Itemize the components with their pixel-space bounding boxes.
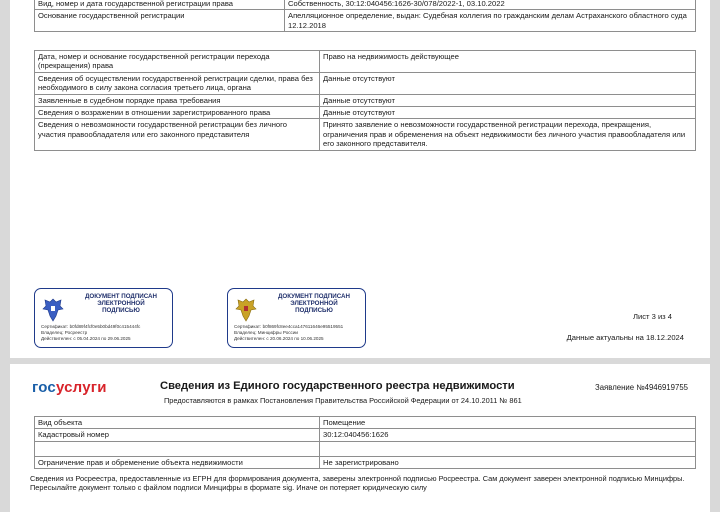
table-row [35, 441, 696, 456]
table-row [35, 51, 696, 73]
row-value: 30:12:040456:1626 [320, 429, 696, 441]
stamp-certificate: Сертификат: b0fd89f4fcf0e5b0bd49f0c415444fc [41, 324, 141, 329]
row-label: Сведения о невозможности государственной регистрации без личного участия правообладателя или его законного представителя [35, 119, 320, 150]
object-table [34, 416, 696, 469]
signature-note: Сведения из Росреестра, предоставленные из ЕГРН для формирования документа, заверены электронной подписью Росреестра. Сам документ заверен электронной подписью Минцифры. Пересылайте документ только с файлом подписи Минцифры в формате sig. Иначе он потеряет юридическую силу [30, 474, 685, 493]
stamp-owner: Владелец: Минцифры России [234, 330, 298, 335]
sheet-number: Лист 3 из 4 [633, 312, 672, 321]
table-row [35, 72, 696, 94]
row-label [35, 441, 320, 456]
document-page-4 [10, 364, 710, 512]
electronic-signature-stamp-mintsifry [227, 288, 366, 348]
double-headed-eagle-icon [234, 296, 258, 324]
stamp-title: ДОКУМЕНТ ПОДПИСАН ЭЛЕКТРОННОЙ ПОДПИСЬЮ [278, 293, 350, 314]
row-value: Данные отсутствуют [320, 94, 696, 106]
row-label: Основание государственной регистрации [35, 10, 285, 32]
table-row [35, 10, 696, 32]
rights-table [34, 0, 696, 32]
row-label: Вид, номер и дата государственной регистрации права [35, 0, 285, 10]
table-row [35, 417, 696, 429]
document-page-3 [10, 0, 710, 358]
stamp-validity: Действителен: с 20.06.2024 по 10.06.2025 [234, 336, 324, 341]
row-value: Принято заявление о невозможности государственной регистрации перехода, прекращения, ограничения прав и обременения на объект недвижимости без личного участия правообладателя или его законного представителя. [320, 119, 696, 150]
electronic-signature-stamp-rosreestr [34, 288, 173, 348]
stamp-title: ДОКУМЕНТ ПОДПИСАН ЭЛЕКТРОННОЙ ПОДПИСЬЮ [85, 293, 157, 314]
registration-details-table [34, 50, 696, 151]
double-headed-eagle-icon [41, 296, 65, 324]
application-number: Заявление №4946919755 [594, 383, 688, 392]
row-label: Дата, номер и основание государственной регистрации перехода (прекращения) права [35, 51, 320, 73]
row-value: Собственность, 30:12:040456:1626-30/078/2022-1, 03.10.2022 [285, 0, 696, 10]
row-label: Сведения о возражении в отношении зарегистрированного права [35, 107, 320, 119]
document-title: Сведения из Единого государственного реестра недвижимости [160, 380, 515, 392]
document-subtitle: Предоставляются в рамках Постановления Правительства Российской Федерации от 24.10.2011 № 861 [164, 396, 522, 405]
row-label: Кадастровый номер [35, 429, 320, 441]
row-label: Вид объекта [35, 417, 320, 429]
data-actual-date: Данные актуальны на 18.12.2024 [566, 333, 684, 342]
row-value: Не зарегистрировано [320, 456, 696, 468]
row-value: Право на недвижимость действующее [320, 51, 696, 73]
row-value: Данные отсутствуют [320, 107, 696, 119]
row-label: Сведения об осуществлении государственной регистрации сделки, права без необходимого в силу закона согласия третьего лица, органа [35, 72, 320, 94]
table-row [35, 119, 696, 150]
stamp-certificate: Сертификат: b0f869fc8ee4cca147611646e95519551 [234, 324, 344, 329]
row-value: Помещение [320, 417, 696, 429]
row-label: Ограничение прав и обременение объекта недвижимости [35, 456, 320, 468]
table-row [35, 107, 696, 119]
table-row [35, 456, 696, 468]
row-value: Апелляционное определение, выдан: Судебная коллегия по гражданским делам Астраханского областного суда 12.12.2018 [285, 10, 696, 32]
table-row [35, 94, 696, 106]
row-label: Заявленные в судебном порядке права требования [35, 94, 320, 106]
table-row [35, 429, 696, 441]
row-value [320, 441, 696, 456]
gosuslugi-logo: госуслуги [32, 379, 107, 396]
stamp-validity: Действителен: с 05.04.2024 по 29.06.2025 [41, 336, 131, 341]
row-value: Данные отсутствуют [320, 72, 696, 94]
table-row [35, 0, 696, 10]
stamp-owner: Владелец: Росреестр [41, 330, 88, 335]
